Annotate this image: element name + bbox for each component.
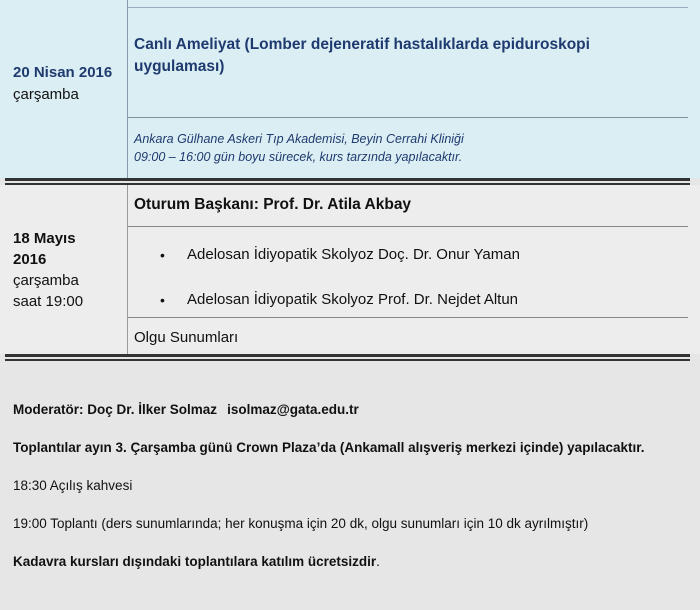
event-2-date-line-2: 2016 xyxy=(13,251,47,268)
list-item xyxy=(160,241,520,286)
bullet-icon: • xyxy=(160,292,165,308)
moderator: Moderatör: Doç Dr. İlker Solmaz xyxy=(13,402,218,417)
talk-title: Adelosan İdiyopatik Skolyoz Doç. Dr. Onur Yaman xyxy=(187,246,520,263)
bullet-icon: • xyxy=(160,247,165,263)
coffee-note: 18:30 Açılış kahvesi xyxy=(13,478,133,493)
free-entry-period: . xyxy=(376,554,380,569)
free-entry-note: Kadavra kursları dışındaki toplantılara katılım ücretsizdir xyxy=(13,554,377,569)
column-divider xyxy=(127,185,128,354)
list-item xyxy=(160,286,520,331)
event-2-date-cell xyxy=(13,228,123,312)
event-1-date: 20 Nisan 2016 xyxy=(13,64,113,81)
divider xyxy=(128,117,688,118)
talk-title: Adelosan İdiyopatik Skolyoz Prof. Dr. Nejdet Altun xyxy=(187,291,519,308)
case-presentations: Olgu Sunumları xyxy=(134,329,239,346)
column-divider xyxy=(127,0,128,178)
event-2-date-line-1: 18 Mayıs xyxy=(13,230,76,247)
event-1-schedule: 09:00 – 16:00 gün boyu sürecek, kurs tarzında yapılacaktır. xyxy=(134,150,463,164)
event-2-time: saat 19:00 xyxy=(13,293,84,310)
event-row-1 xyxy=(0,0,700,178)
event-1-info xyxy=(134,130,684,166)
event-1-location: Ankara Gülhane Askeri Tıp Akademisi, Beyin Cerrahi Kliniği xyxy=(134,132,464,146)
moderator-line xyxy=(13,402,359,417)
meeting-time-note: 19:00 Toplantı (ders sunumlarında; her konuşma için 20 dk, olgu sunumları için 10 dk ayrılmıştır) xyxy=(13,516,589,531)
event-row-2 xyxy=(0,185,700,354)
event-1-title-line-1: Canlı Ameliyat (Lomber dejeneratif hastalıklarda epiduroskopi xyxy=(134,36,590,53)
meetings-note: Toplantılar ayın 3. Çarşamba günü Crown Plaza’da (Ankamall alışveriş merkezi içinde) yapılacaktır. xyxy=(13,440,645,455)
free-entry-line xyxy=(13,554,380,569)
event-1-weekday: çarşamba xyxy=(13,86,79,103)
moderator-email[interactable]: isolmaz@gata.edu.tr xyxy=(227,402,359,417)
double-separator xyxy=(5,354,690,361)
event-1-title xyxy=(134,34,674,78)
divider xyxy=(128,7,688,8)
divider xyxy=(128,317,688,318)
event-1-date-cell xyxy=(13,62,112,106)
double-separator xyxy=(5,178,690,185)
event-2-weekday: çarşamba xyxy=(13,272,79,289)
event-1-title-line-2: uygulaması) xyxy=(134,58,225,75)
session-chair: Oturum Başkanı: Prof. Dr. Atila Akbay xyxy=(134,196,412,213)
divider xyxy=(128,226,688,227)
